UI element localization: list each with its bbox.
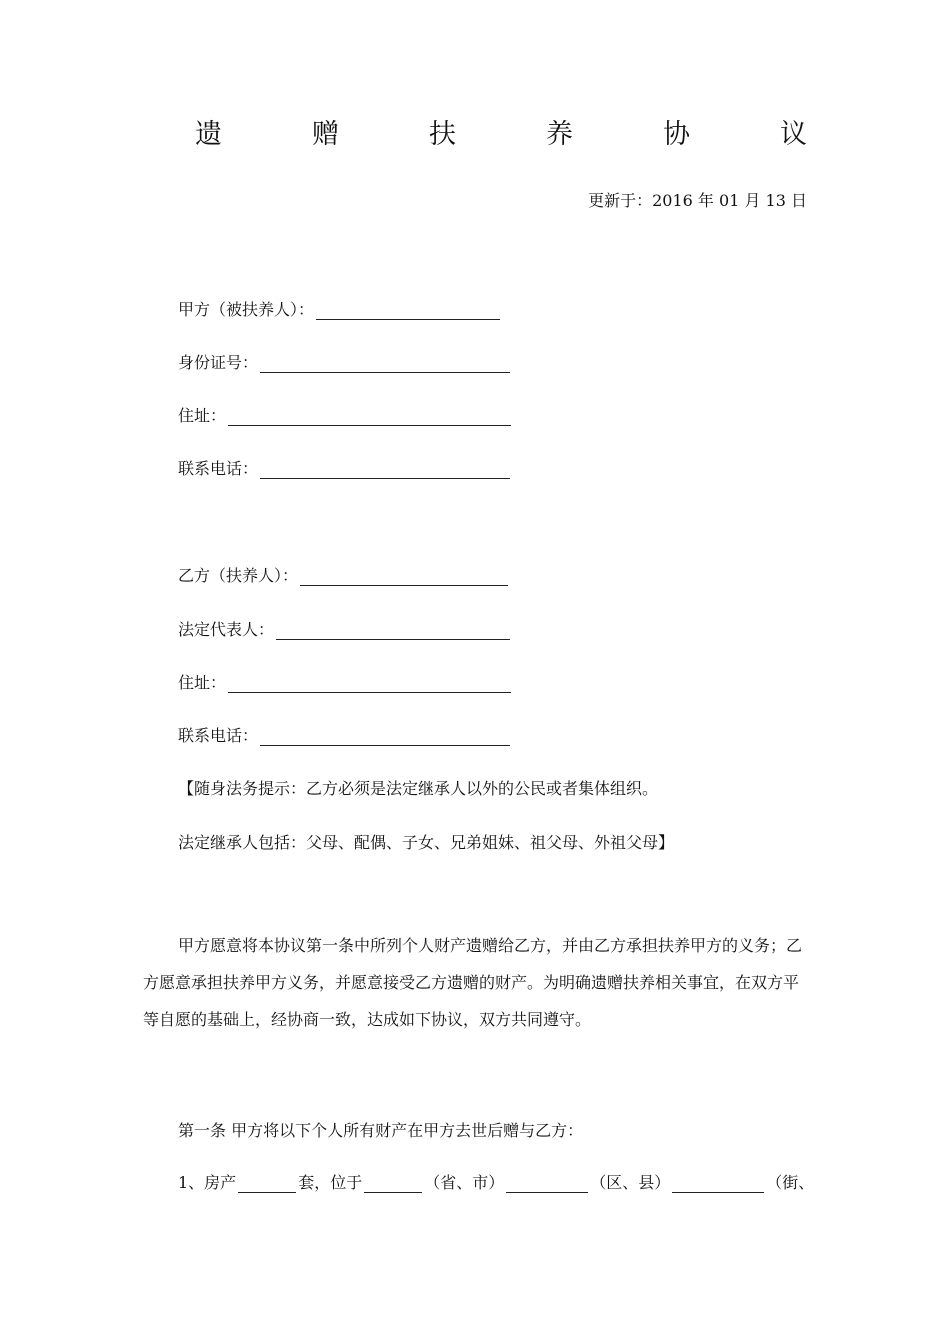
title-char: 养	[546, 119, 573, 150]
title-char: 赠	[312, 119, 339, 150]
party-b-name-field	[178, 562, 508, 586]
item-1-text-4: （区、县）	[590, 1173, 671, 1192]
party-a-id-field	[178, 349, 510, 373]
party-b-rep-field	[178, 616, 510, 640]
party-b-address-field	[178, 669, 511, 693]
party-a-id-blank[interactable]	[260, 358, 510, 373]
preamble-text: 甲方愿意将本协议第一条中所列个人财产遗赠给乙方，并由乙方承担扶养甲方的义务；乙方愿意承担扶养甲方义务，并愿意接受乙方遗赠的财产。为明确遗赠扶养相关事宜，在双方平等自愿的基础上，经协商一致，达成如下协议，双方共同遵守。	[143, 936, 803, 1029]
party-a-phone-field	[178, 455, 510, 479]
legal-tip-line-1: 【随身法务提示：乙方必须是法定继承人以外的公民或者集体组织。	[178, 779, 659, 798]
item-1-text-2: 套，位于	[298, 1173, 363, 1192]
party-a-name-label: 甲方（被扶养人）：	[178, 300, 315, 319]
legal-tip-line-2: 法定继承人包括：父母、配偶、子女、兄弟姐妹、祖父母、外祖父母】	[178, 833, 675, 852]
party-b-phone-label: 联系电话：	[178, 726, 259, 745]
party-b-rep-blank[interactable]	[276, 625, 510, 640]
party-b-phone-blank[interactable]	[260, 731, 510, 746]
district-blank[interactable]	[506, 1178, 588, 1193]
item-1-text-5: （街、	[766, 1173, 815, 1192]
title-char: 协	[663, 119, 690, 150]
house-count-blank[interactable]	[238, 1178, 296, 1193]
party-a-id-label: 身份证号：	[178, 353, 259, 372]
party-a-phone-label: 联系电话：	[178, 459, 259, 478]
party-a-address-field	[178, 402, 511, 426]
title-char: 扶	[429, 119, 456, 150]
street-blank[interactable]	[672, 1178, 764, 1193]
party-b-address-label: 住址：	[178, 673, 227, 692]
title-char: 遗	[195, 119, 222, 150]
party-b-rep-label: 法定代表人：	[178, 620, 275, 639]
party-b-name-blank[interactable]	[300, 571, 508, 586]
item-1-text-1: 1、房产	[178, 1173, 237, 1192]
item-1-text-3: （省、市）	[424, 1173, 505, 1192]
province-blank[interactable]	[364, 1178, 422, 1193]
party-a-address-blank[interactable]	[228, 411, 511, 426]
document-title	[195, 112, 807, 151]
party-b-name-label: 乙方（扶养人）：	[178, 566, 299, 585]
party-a-phone-blank[interactable]	[260, 464, 510, 479]
article-1-item-1	[178, 1170, 814, 1193]
party-b-phone-field	[178, 722, 510, 746]
article-1-heading: 第一条 甲方将以下个人所有财产在甲方去世后赠与乙方：	[178, 1121, 584, 1140]
title-char: 议	[780, 119, 807, 150]
party-b-address-blank[interactable]	[228, 678, 511, 693]
preamble-paragraph	[143, 927, 807, 1038]
party-a-address-label: 住址：	[178, 406, 227, 425]
updated-date: 更新于：2016 年 01 月 13 日	[588, 191, 807, 210]
party-a-name-field	[178, 296, 500, 320]
party-a-name-blank[interactable]	[316, 305, 500, 320]
